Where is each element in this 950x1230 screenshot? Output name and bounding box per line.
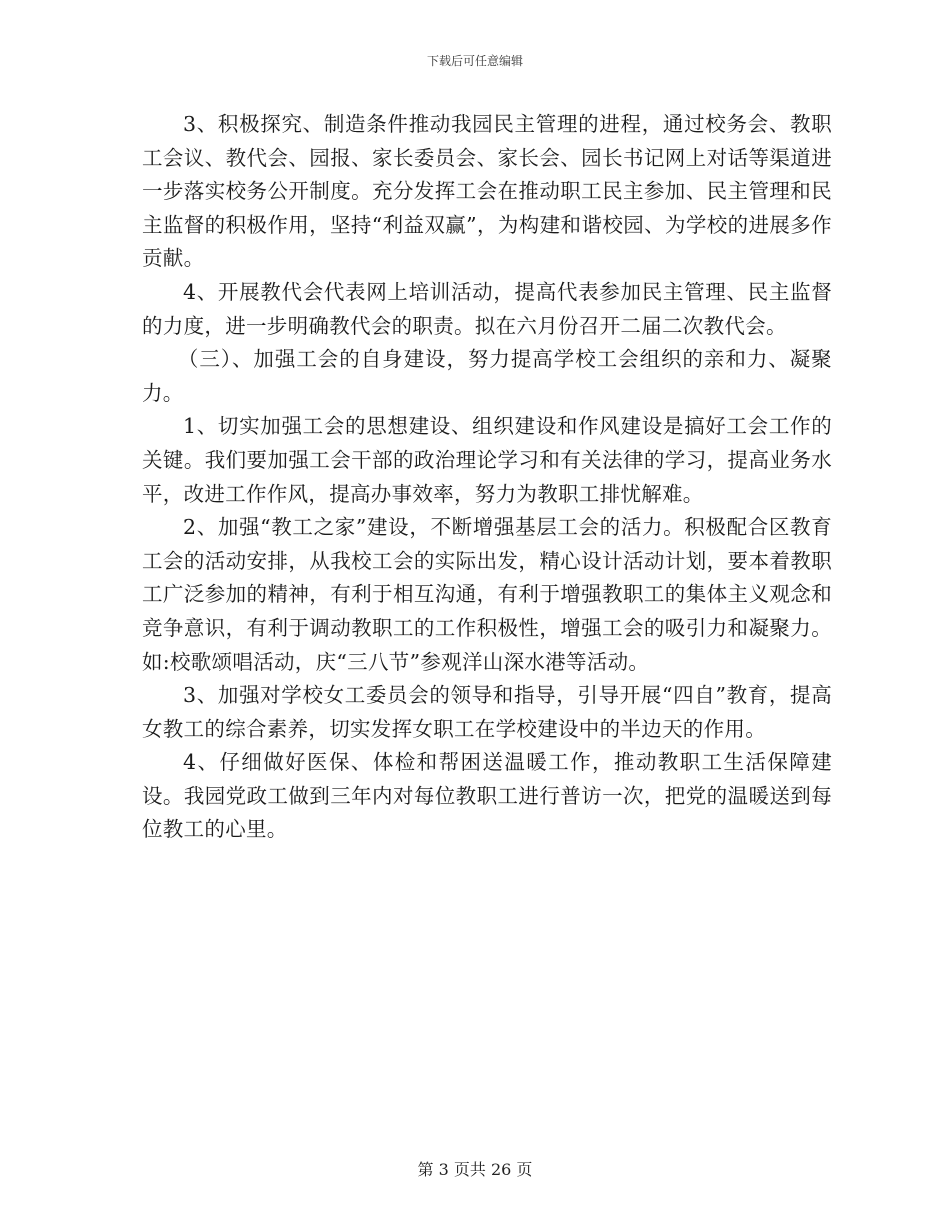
paragraph-item-2-teachers-home: 2、加强“教工之家”建设，不断增强基层工会的活力。积极配合区教育工会的活动安排，从我校工会的实际出发，精心设计活动计划，要本着教职工广泛参加的精神，有利于相互沟通，有利于增强教职工的集体主义观念和竞争意识，有利于调动教职工的工作积极性，增强工会的吸引力和凝聚力。如:校歌颂唱活动，庆“三八节”参观洋山深水港等活动。 — [142, 515, 832, 674]
paragraph-item-3-democratic-management: 3、积极探究、制造条件推动我园民主管理的进程，通过校务会、教职工会议、教代会、园报、家长委员会、家长会、园长书记网上对话等渠道进一步落实校务公开制度。充分发挥工会在推动职工民主参加、民主管理和民主监督的积极作用，坚持“利益双赢”，为构建和谐校园、为学校的进展多作贡献。 — [142, 112, 832, 271]
section-heading-3: （三）、加强工会的自身建设，努力提高学校工会组织的亲和力、凝聚力。 — [142, 347, 832, 405]
page-number: 第 3 页共 26 页 — [417, 1160, 533, 1179]
paragraph-item-4-welfare: 4、仔细做好医保、体检和帮困送温暖工作，推动教职工生活保障建设。我园党政工做到三年内对每位教职工进行普访一次，把党的温暖送到每位教工的心里。 — [142, 750, 832, 842]
paragraph-item-3-women-committee: 3、加强对学校女工委员会的领导和指导，引导开展“四自”教育，提高女教工的综合素养，切实发挥女职工在学校建设中的半边天的作用。 — [142, 683, 832, 741]
page-header-note: 下载后可任意编辑 — [426, 54, 523, 68]
paragraph-item-4-training: 4、开展教代会代表网上培训活动，提高代表参加民主管理、民主监督的力度，进一步明确教代会的职责。拟在六月份召开二届二次教代会。 — [142, 279, 832, 338]
document-body — [142, 108, 832, 847]
paragraph-item-1-union-building: 1、切实加强工会的思想建设、组织建设和作风建设是搞好工会工作的关键。我们要加强工会干部的政治理论学习和有关法律的学习，提高业务水平，改进工作作风，提高办事效率，努力为教职工排忧解难。 — [142, 414, 832, 506]
